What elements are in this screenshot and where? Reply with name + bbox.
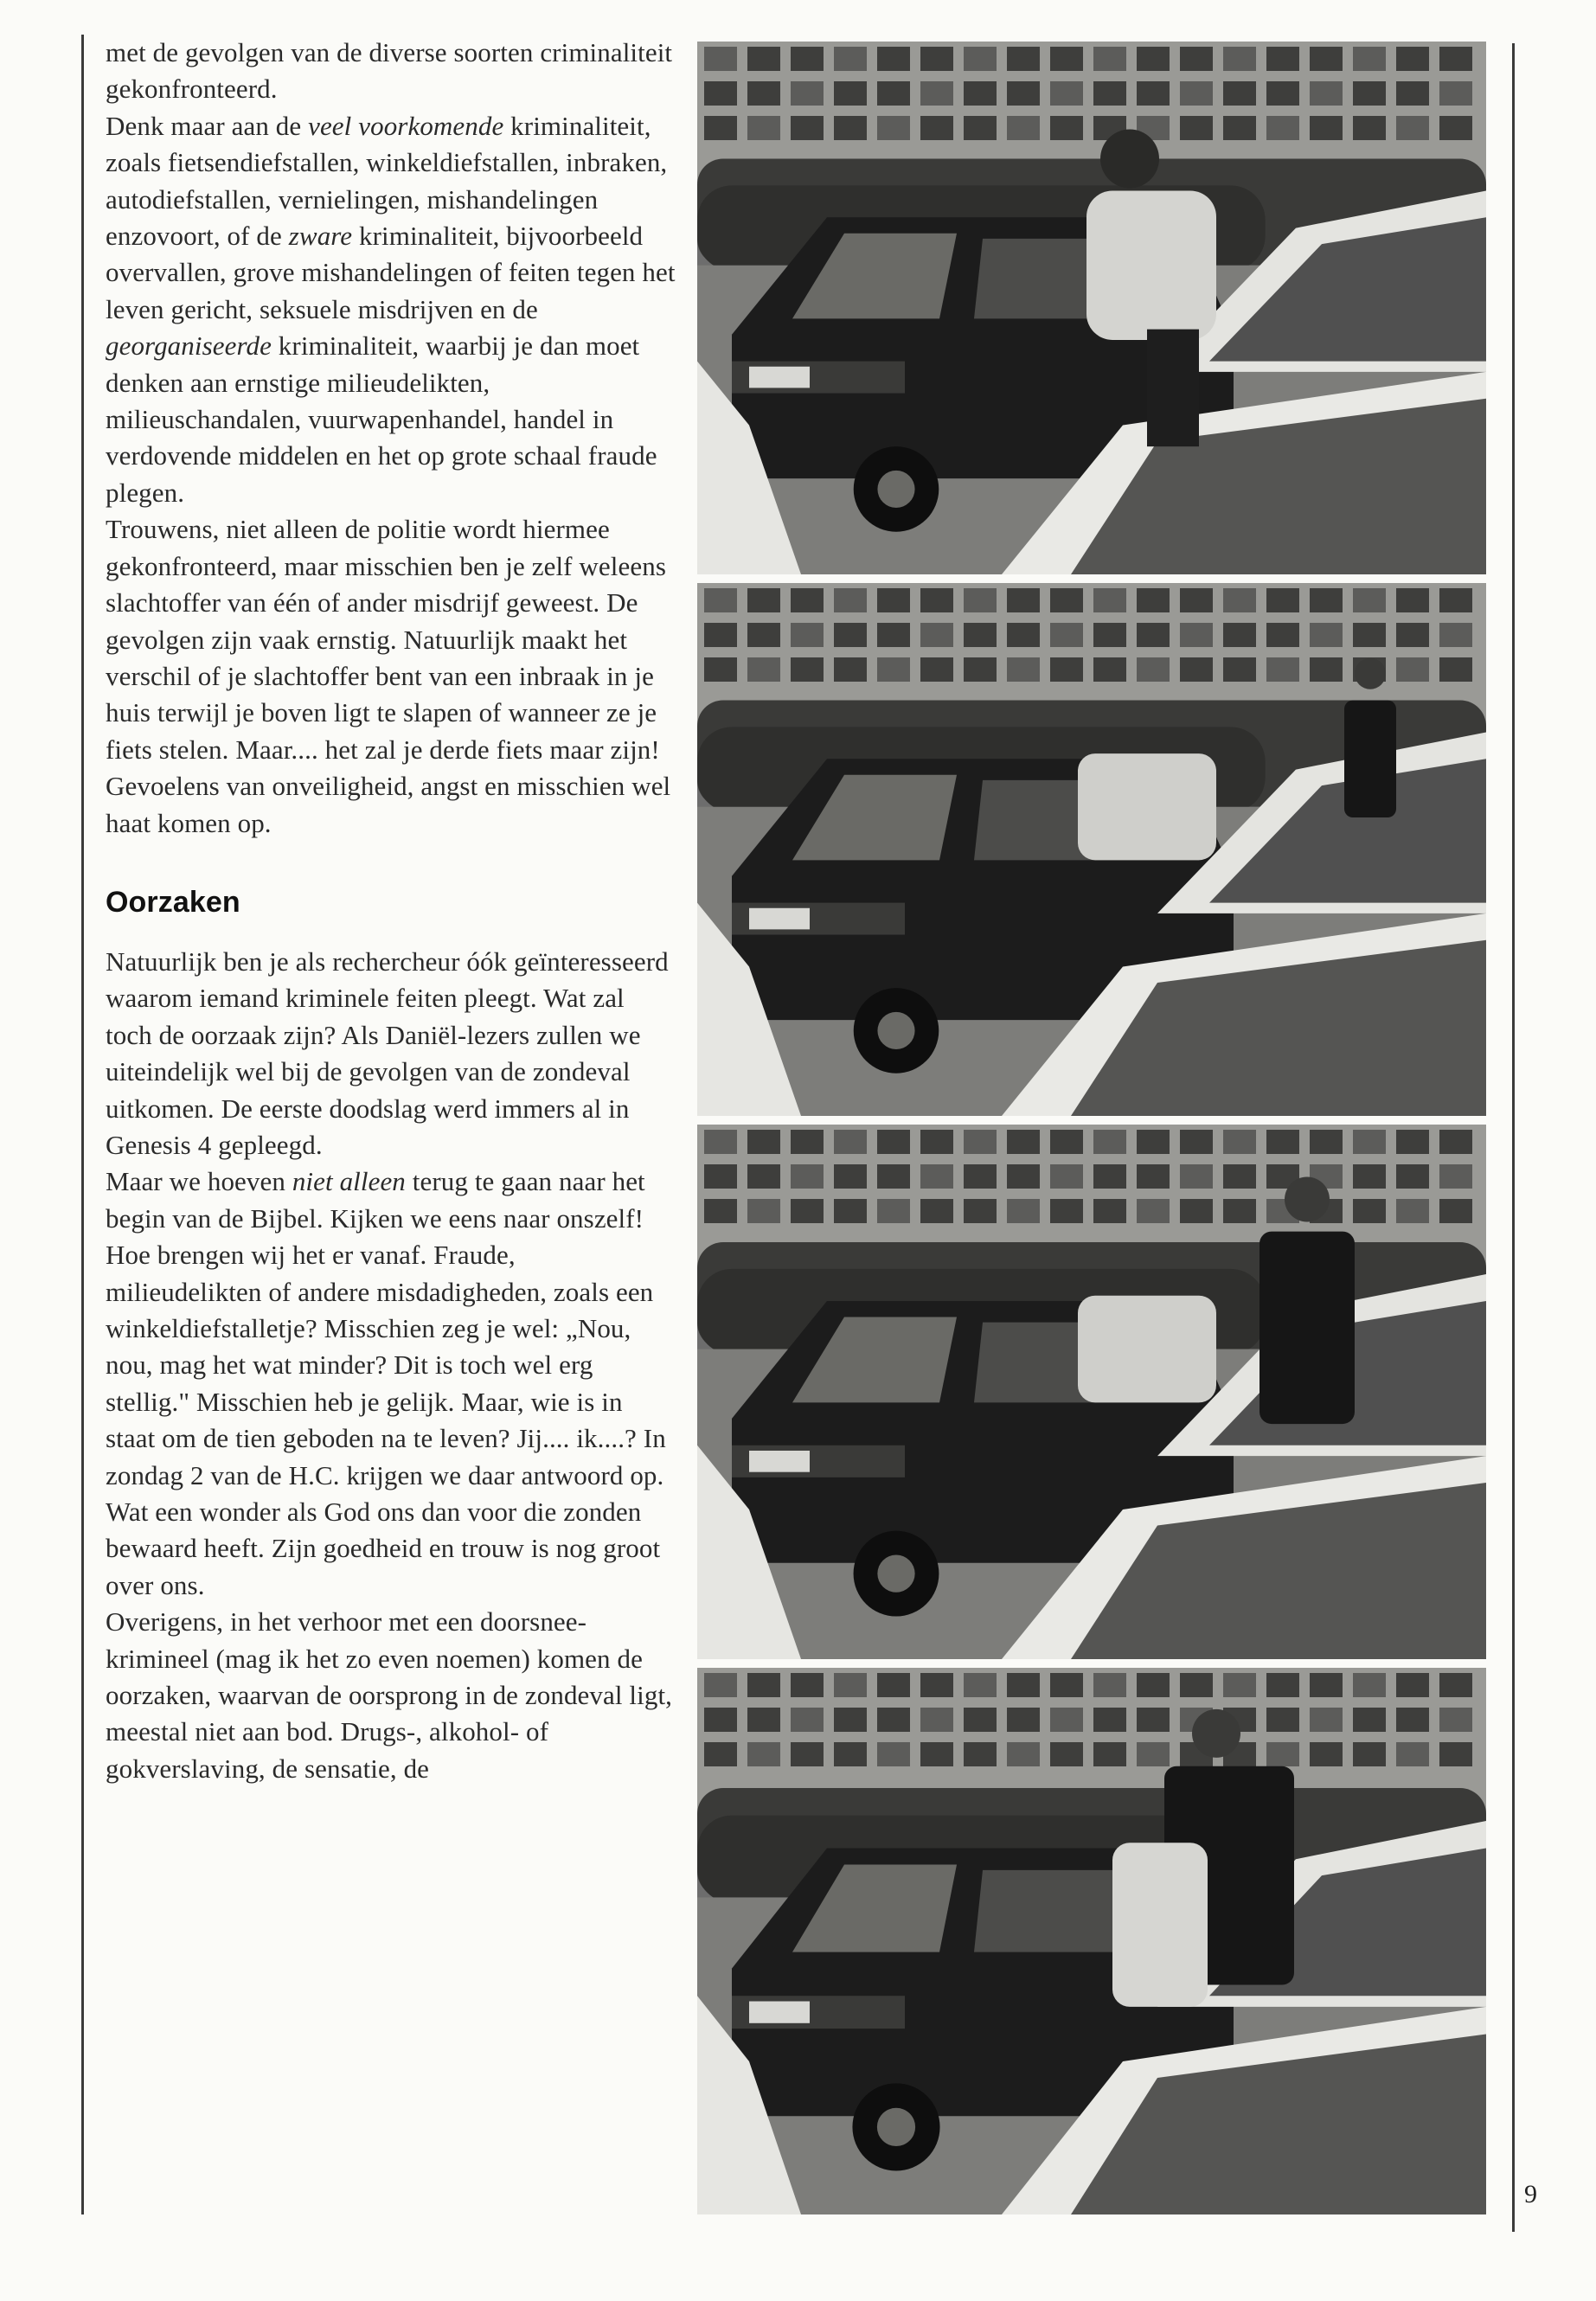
building-window [1137, 1164, 1170, 1189]
building-window [920, 1199, 953, 1223]
building-window [1266, 1708, 1299, 1732]
building-window [1007, 116, 1040, 140]
building-window [791, 1673, 824, 1697]
building-window [1007, 657, 1040, 682]
photo-frame-2 [697, 583, 1486, 1116]
building-window [747, 588, 780, 612]
building-window [1007, 47, 1040, 71]
figure-in-car [1078, 1296, 1216, 1403]
photo-frame-3 [697, 1125, 1486, 1659]
building-window [1439, 657, 1472, 682]
building-window [1180, 1130, 1213, 1154]
building-window [877, 1673, 910, 1697]
building-window [1396, 1130, 1429, 1154]
building-window [877, 1130, 910, 1154]
building-window [704, 1199, 737, 1223]
building-window [747, 623, 780, 647]
building-window [920, 1742, 953, 1766]
building-window [1137, 1708, 1170, 1732]
building-window [747, 47, 780, 71]
building-window [1093, 623, 1126, 647]
text-segment: Maar we hoeven [106, 1166, 292, 1197]
building-window [877, 1708, 910, 1732]
building-window [747, 1199, 780, 1223]
section-heading-oorzaken: Oorzaken [106, 885, 240, 919]
building-window [1310, 47, 1343, 71]
building-window [1137, 1130, 1170, 1154]
emphasis-niet-alleen: niet alleen [292, 1166, 406, 1197]
building-window [1093, 1708, 1126, 1732]
building-window [834, 1708, 867, 1732]
building-window [1439, 1164, 1472, 1189]
building-window [1180, 657, 1213, 682]
text-segment: Denk maar aan de [106, 110, 309, 141]
building-window [1093, 1673, 1126, 1697]
building-window [1439, 81, 1472, 106]
building-window [1050, 657, 1083, 682]
building-window [1137, 1673, 1170, 1697]
building-window [877, 116, 910, 140]
page-number: 9 [1524, 2180, 1537, 2208]
building-window [834, 47, 867, 71]
building-window [1137, 1742, 1170, 1766]
building-window [1050, 588, 1083, 612]
emphasis-zware: zware [288, 221, 353, 252]
building-window [920, 1708, 953, 1732]
building-window [920, 1673, 953, 1697]
building-window [1223, 47, 1256, 71]
building-window [834, 588, 867, 612]
article-text-column [106, 35, 676, 1787]
building-window [964, 588, 997, 612]
building-window [1050, 1130, 1083, 1154]
building-window [1310, 1130, 1343, 1154]
car-hubcap [877, 1554, 914, 1592]
text-segment: kriminaliteit, bijvoorbeeld overvallen, grove mishandelingen of feiten tegen het leven gericht, seksuele misdrijven en de [106, 221, 676, 324]
building-window [1396, 588, 1429, 612]
officer-cap [1192, 1709, 1240, 1758]
building-window [1353, 1130, 1386, 1154]
building-window [1439, 623, 1472, 647]
building-window [834, 657, 867, 682]
building-window [877, 1742, 910, 1766]
building-window [1093, 81, 1126, 106]
building-window [1439, 1708, 1472, 1732]
paragraph-victims: Trouwens, niet alleen de politie wordt hiermee gekonfronteerd, maar misschien ben je zelf weleens slachtoffer van één of ander misdrijf geweest. De gevolgen zijn vaak ernstig. Natuurlijk maakt het verschil of je slachtoffer bent van een inbraak in je huis terwijl je boven ligt te slapen of wanneer ze je fiets stelen. Maar.... het zal je derde fiets maar zijn! Gevoelens van onveiligheid, angst en misschien wel haat komen op. [106, 514, 671, 838]
man-jacket [1086, 190, 1216, 339]
building-window [834, 81, 867, 106]
building-window [834, 1164, 867, 1189]
building-window [747, 657, 780, 682]
building-window [1223, 116, 1256, 140]
building-window [834, 1199, 867, 1223]
figure-in-car [1078, 753, 1216, 860]
building-window [1310, 1742, 1343, 1766]
car-headlight [749, 908, 810, 930]
building-window [1223, 657, 1256, 682]
building-window [964, 81, 997, 106]
building-window [1266, 81, 1299, 106]
building-window [834, 623, 867, 647]
building-window [964, 1164, 997, 1189]
photo-frame-1 [697, 42, 1486, 574]
photo [697, 42, 1486, 574]
text-segment: kriminaliteit, zoals fietsendiefstallen, winkeldiefstallen, inbraken, autodiefstallen, vernielingen, mishandelingen enzovoort, of de [106, 110, 668, 252]
building-window [747, 1130, 780, 1154]
building-window [1137, 47, 1170, 71]
building-window [704, 588, 737, 612]
building-window [1353, 1164, 1386, 1189]
building-window [1353, 1673, 1386, 1697]
right-column-rule [1512, 43, 1515, 2232]
officer-cap [1285, 1177, 1330, 1222]
building-window [1353, 1742, 1386, 1766]
building-window [1180, 1673, 1213, 1697]
building-window [791, 81, 824, 106]
building-window [1180, 623, 1213, 647]
building-window [1310, 1708, 1343, 1732]
building-window [1266, 588, 1299, 612]
photo-frame-4 [697, 1668, 1486, 2214]
building-window [964, 1673, 997, 1697]
building-window [747, 1708, 780, 1732]
building-window [1439, 1673, 1472, 1697]
building-window [1007, 1130, 1040, 1154]
man-trousers [1147, 330, 1199, 447]
building-window [1396, 81, 1429, 106]
building-window [1353, 588, 1386, 612]
police-officer [1344, 701, 1396, 818]
building-window [791, 588, 824, 612]
building-window [1439, 1742, 1472, 1766]
paragraph-intro-text: met de gevolgen van de diverse soorten criminaliteit gekonfronteerd. [106, 37, 673, 105]
car-headlight [749, 1451, 810, 1472]
building-window [1353, 81, 1386, 106]
building-window [1137, 623, 1170, 647]
building-window [1093, 1164, 1126, 1189]
building-window [1266, 1673, 1299, 1697]
building-window [1180, 588, 1213, 612]
building-window [877, 623, 910, 647]
building-window [1137, 81, 1170, 106]
building-window [1223, 1673, 1256, 1697]
building-window [1266, 657, 1299, 682]
building-window [747, 81, 780, 106]
building-window [1266, 47, 1299, 71]
building-window [1353, 1708, 1386, 1732]
building-window [1266, 1130, 1299, 1154]
building-window [791, 657, 824, 682]
building-window [920, 623, 953, 647]
building-window [1396, 1164, 1429, 1189]
building-window [1050, 81, 1083, 106]
building-window [1353, 47, 1386, 71]
building-window [964, 1130, 997, 1154]
building-window [964, 657, 997, 682]
building-window [791, 1199, 824, 1223]
building-window [964, 1199, 997, 1223]
building-window [1007, 81, 1040, 106]
car-headlight [749, 367, 810, 388]
building-window [791, 116, 824, 140]
building-window [877, 81, 910, 106]
building-window [791, 1130, 824, 1154]
building-window [1093, 47, 1126, 71]
emphasis-veel-voorkomende: veel voorkomende [308, 110, 504, 141]
building-window [1007, 1708, 1040, 1732]
building-window [791, 1164, 824, 1189]
building-window [1137, 588, 1170, 612]
building-window [1137, 1199, 1170, 1223]
car-hubcap [877, 1012, 914, 1049]
building-window [1396, 47, 1429, 71]
paragraph-causes: Natuurlijk ben je als rechercheur óók geïnteresseerd waarom iemand kriminele feiten pleegt. Wat zal toch de oorzaak zijn? Als Daniël-lezers zullen we uiteindelijk wel bij de gevolgen van de zondeval uitkomen. De eerste doodslag werd immers al in Genesis 4 gepleegd. [106, 945, 669, 1160]
building-window [964, 116, 997, 140]
building-window [1310, 81, 1343, 106]
building-window [1007, 623, 1040, 647]
building-window [1223, 1164, 1256, 1189]
building-window [964, 1708, 997, 1732]
man-head [1100, 130, 1159, 189]
building-window [791, 47, 824, 71]
building-window [791, 623, 824, 647]
building-window [964, 623, 997, 647]
building-window [1050, 1164, 1083, 1189]
building-window [791, 1742, 824, 1766]
building-window [1310, 588, 1343, 612]
building-window [1439, 1130, 1472, 1154]
building-window [920, 116, 953, 140]
building-window [1180, 81, 1213, 106]
photo [697, 1668, 1486, 2214]
building-window [1439, 588, 1472, 612]
building-window [1007, 588, 1040, 612]
building-window [1266, 623, 1299, 647]
car-hubcap [877, 471, 914, 508]
building-window [1396, 1673, 1429, 1697]
building-window [1180, 1164, 1213, 1189]
building-window [1093, 657, 1126, 682]
building-window [1266, 116, 1299, 140]
building-window [747, 1673, 780, 1697]
building-window [704, 623, 737, 647]
building-window [1093, 1742, 1126, 1766]
building-window [1223, 1199, 1256, 1223]
building-window [877, 1164, 910, 1189]
building-window [1050, 1708, 1083, 1732]
text-segment: terug te gaan naar het begin van de Bijbel. Kijken we eens naar onszelf! Hoe brengen wij het er vanaf. Fraude, milieudelikten of andere misdadigheden, zoals een winkeldiefstalletje? Misschien zeg je wel: „Nou, nou, mag het wat minder? Dit is toch wel erg stellig." Misschien heb je gelijk. Maar, wie is in staat om de tien geboden na te leven? Jij.... ik....? In zondag 2 van de H.C. krijgen we daar antwoord op. Wat een wonder als God ons dan voor die zonden bewaard heeft. Zijn goedheid en trouw is nog groot over ons. [106, 1166, 666, 1600]
building-window [920, 657, 953, 682]
building-window [1050, 1199, 1083, 1223]
building-window [920, 1130, 953, 1154]
building-window [877, 657, 910, 682]
building-window [877, 47, 910, 71]
building-window [1396, 1199, 1429, 1223]
building-window [704, 1164, 737, 1189]
building-window [920, 1164, 953, 1189]
building-window [1050, 116, 1083, 140]
building-window [834, 1130, 867, 1154]
building-window [1050, 1742, 1083, 1766]
officer-cap [1355, 658, 1386, 689]
building-window [1093, 1130, 1126, 1154]
building-window [704, 116, 737, 140]
building-window [1353, 116, 1386, 140]
building-window [704, 81, 737, 106]
photo [697, 1125, 1486, 1659]
building-window [834, 116, 867, 140]
building-window [704, 657, 737, 682]
building-window [747, 1742, 780, 1766]
building-window [834, 1742, 867, 1766]
text-segment: kriminaliteit, waarbij je dan moet denken aan ernstige milieudelikten, milieuschandalen, vuurwapenhandel, handel in verdovende middelen en het op grote schaal fraude plegen. [106, 330, 657, 508]
building-window [1266, 1742, 1299, 1766]
police-officer [1259, 1232, 1355, 1424]
building-window [1396, 1708, 1429, 1732]
building-window [1137, 657, 1170, 682]
building-window [1439, 116, 1472, 140]
building-window [1180, 1199, 1213, 1223]
building-window [1050, 1673, 1083, 1697]
building-window [964, 1742, 997, 1766]
building-window [1310, 623, 1343, 647]
building-window [1310, 657, 1343, 682]
building-window [704, 1742, 737, 1766]
building-window [964, 47, 997, 71]
building-window [704, 47, 737, 71]
building-window [704, 1673, 737, 1697]
building-window [1007, 1164, 1040, 1189]
building-window [1396, 1742, 1429, 1766]
paragraph-intro [106, 35, 676, 108]
building-window [1007, 1199, 1040, 1223]
building-window [1050, 623, 1083, 647]
building-window [1353, 623, 1386, 647]
building-window [1180, 116, 1213, 140]
building-window [1439, 47, 1472, 71]
building-window [1093, 588, 1126, 612]
car-hubcap [877, 2108, 915, 2146]
building-window [920, 81, 953, 106]
building-window [1050, 47, 1083, 71]
building-window [747, 116, 780, 140]
building-window [704, 1130, 737, 1154]
building-window [1093, 1199, 1126, 1223]
building-window [920, 47, 953, 71]
building-window [877, 1199, 910, 1223]
building-window [1439, 1199, 1472, 1223]
building-window [747, 1164, 780, 1189]
building-window [704, 1708, 737, 1732]
building-window [1180, 47, 1213, 71]
paragraph-interrogation: Overigens, in het verhoor met een doorsnee-krimineel (mag ik het zo even noemen) komen de oorzaken, waarvan de oorsprong in de zondeval ligt, meestal niet aan bod. Drugs-, alkohol- of gokverslaving, de sensatie, de [106, 1606, 673, 1784]
left-column-rule [81, 35, 84, 2214]
building-window [1223, 1130, 1256, 1154]
suspect [1112, 1843, 1208, 2007]
building-window [1310, 116, 1343, 140]
building-window [1396, 116, 1429, 140]
emphasis-georganiseerde: georganiseerde [106, 330, 272, 362]
building-window [834, 1673, 867, 1697]
photo [697, 583, 1486, 1116]
building-window [1353, 1199, 1386, 1223]
building-window [920, 588, 953, 612]
building-window [877, 588, 910, 612]
building-window [1007, 1742, 1040, 1766]
building-window [1310, 1673, 1343, 1697]
building-window [1396, 623, 1429, 647]
building-window [1223, 623, 1256, 647]
building-window [1223, 588, 1256, 612]
car-headlight [749, 2002, 810, 2023]
building-window [1396, 657, 1429, 682]
building-window [1223, 81, 1256, 106]
paragraph-bible [106, 1163, 676, 1604]
paragraph-crime-types [106, 108, 676, 511]
building-window [791, 1708, 824, 1732]
building-window [1007, 1673, 1040, 1697]
